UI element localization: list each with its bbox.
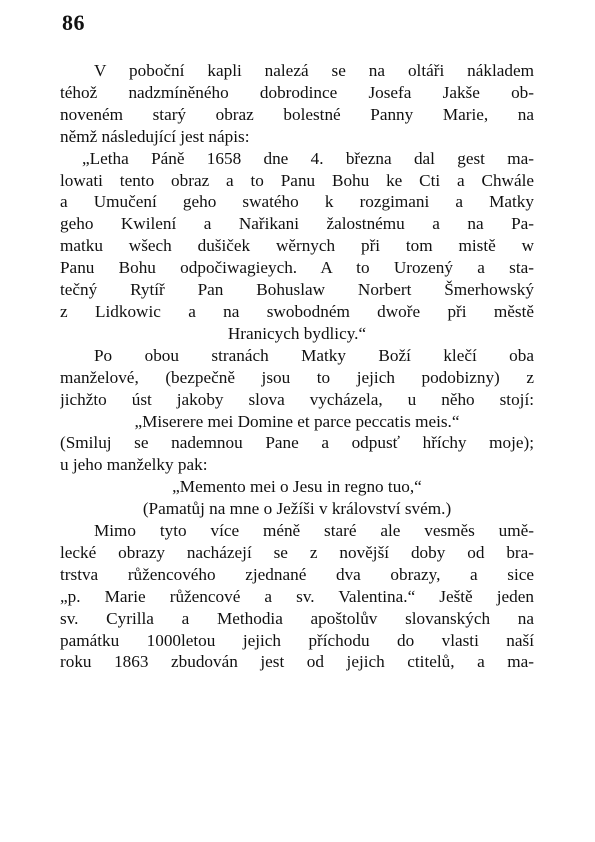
- text-line: matku wšech dušiček wěrnych při tom mistě w: [60, 236, 534, 256]
- text-line: Mimo tyto více méně staré ale vesměs umě-: [94, 521, 534, 541]
- text-line: „p. Marie růžencové a sv. Valentina.“ Ještě jeden: [60, 586, 534, 606]
- text-line: V poboční kapli nalezá se na oltáři nákladem: [94, 61, 534, 80]
- text-line: památku 1000letou jejich příchodu do vlasti naší: [60, 630, 534, 650]
- text-line: a Umučení geho swatého k rozgimani a Matky: [60, 192, 534, 212]
- text-line: (Pamatůj na mne o Ježíši v království svém.): [142, 499, 452, 519]
- text-line: u jeho manželky pak:: [60, 455, 208, 475]
- text-line: roku 1863 zbudován jest od jejich ctitelů, a ma-: [60, 652, 534, 672]
- text-line: trstva růžencového zjednané dva obrazy, a sice: [60, 564, 534, 584]
- text-line: jichžto úst jakoby slova vycházela, u něho stojí:: [60, 389, 534, 409]
- text-line: (Smiluj se nademnou Pane a odpusť hříchy moje);: [60, 433, 534, 453]
- text-line: sv. Cyrilla a Methodia apoštolův slovanských na: [60, 608, 534, 628]
- text-line: z Lidkowic a na swobodném dwoře při městě: [60, 301, 534, 321]
- text-line: geho Kwilení a Nařikani žalostnému a na Pa-: [60, 214, 534, 234]
- text-line: noveném starý obraz bolestné Panny Marie, na: [60, 104, 534, 124]
- page-text: [60, 60, 534, 673]
- text-line: „Memento mei o Jesu in regno tuo,“: [172, 477, 422, 497]
- text-line: Po obou stranách Matky Boží klečí oba: [94, 345, 534, 365]
- text-line: manželové, (bezpečně jsou to jejich podobizny) z: [60, 367, 534, 387]
- paragraph: [60, 148, 534, 345]
- text-line: lowati tento obraz a to Panu Bohu ke Cti a Chwále: [60, 170, 534, 190]
- text-line: němž následující jest nápis:: [60, 126, 250, 146]
- text-line: téhož nadzmíněného dobrodince Josefa Jakše ob-: [60, 82, 534, 102]
- paragraph: [60, 345, 534, 520]
- text-line: lecké obrazy nacházejí se z novější doby od bra-: [60, 542, 534, 562]
- text-line: Panu Bohu odpočiwagieych. A to Urozený a sta-: [60, 258, 534, 278]
- text-line: „Miserere mei Domine et parce peccatis meis.“: [134, 411, 460, 431]
- text-line: „Letha Páně 1658 dne 4. března dal gest ma-: [82, 148, 534, 168]
- text-line: Hranicych bydlicy.“: [227, 323, 367, 343]
- paragraph: [60, 60, 534, 148]
- text-line: tečný Rytíř Pan Bohuslaw Norbert Šmerhowský: [60, 280, 534, 300]
- page-number: 86: [62, 10, 85, 35]
- paragraph: [60, 520, 534, 673]
